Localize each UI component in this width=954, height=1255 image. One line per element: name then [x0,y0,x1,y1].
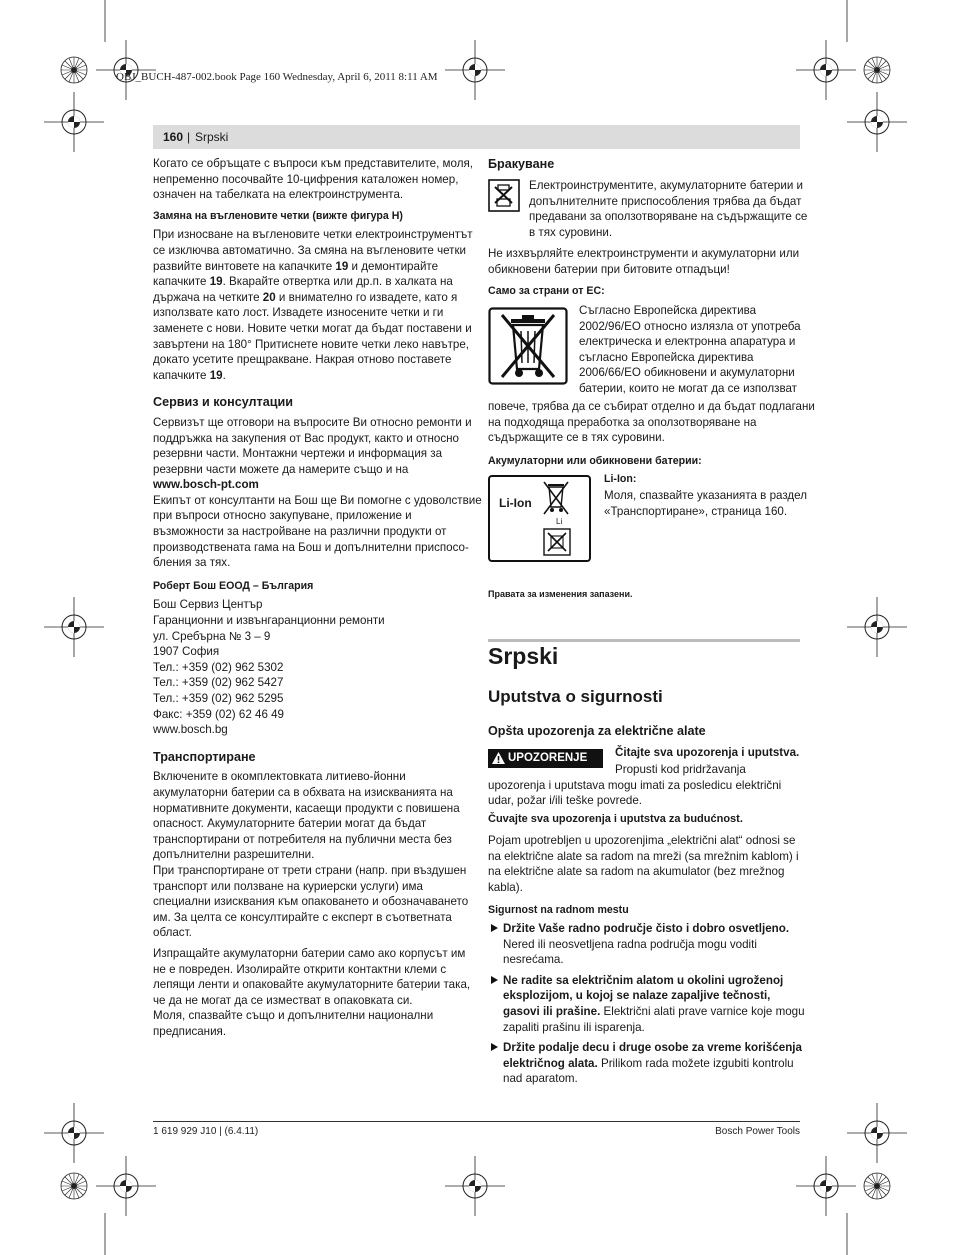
li-label: Li [556,517,563,526]
eu-text [488,399,815,446]
service-paragraph [153,415,482,571]
bullet-item [488,1040,805,1087]
text-line: не е повреден. Изолирайте открити контактни клеми с [153,962,447,976]
term-text [488,833,799,895]
general-heading: Opšta upozorenja za električne alate [488,724,706,738]
text-line: kabla). [488,880,523,894]
text-line: бления за тях. [153,556,231,570]
text-line: Съгласно Европейска директива [579,304,757,317]
disposal-icon-text [529,178,807,240]
address-block [153,597,468,737]
liion-text [604,488,807,519]
section-divider [488,639,800,642]
text-line: Моля, спазвайте също и допълнителни национални [153,1009,434,1023]
eu-icon-text [579,303,801,397]
text-line: Тел.: +359 (02) 962 5295 [153,692,284,705]
text-line: транспорт или ползване на куриерски услуги) има [153,879,423,893]
text-line: 1907 София [153,645,220,659]
text-line: развийте винтовете на капачките 19 и демонтирайте [153,259,439,273]
text-line: възможности за настройване на различни продукти от [153,525,447,539]
eu-heading: Само за страни от ЕС: [488,285,605,297]
company-heading: Роберт Бош ЕООД – България [153,579,314,592]
text-line: област. [153,926,192,940]
text-line: заменете с нови. Новите четки могат да бъдат поставени и [153,321,472,335]
bullet-triangle-icon [491,924,498,932]
workplace-heading: Sigurnost na radnom mestu [488,904,629,916]
text-line: Сервизът ще отговори на въпросите Ви относно ремонти и [153,415,472,429]
text-line: предавани за оползотворяване на съдържащите се [529,210,808,224]
text-line: Ne radite sa električnim alatom u okolini ugroženoj [503,973,784,987]
text-line: upozorenja i uputstava mogu imati za posledicu električni [488,778,782,792]
footer-rule [153,1121,800,1122]
text-line: в тях суровини. [529,225,613,239]
bullet-list [488,921,805,1087]
battery-symbols-box [488,475,591,562]
text-line: Тел.: +359 (02) 962 5427 [153,676,284,690]
text-line: Бош Сервиз Център [153,598,263,612]
text-line: Включените в окомплектовката литиево-йонни [153,770,406,784]
text-line: завъртени на 180° Притиснете новите четки леко навътре, [153,337,470,351]
text-line: 2006/66/ЕО обикновени и акумулаторни [579,366,795,380]
warning-bold-text: Čitajte sva upozorenja i uputstva. [615,746,800,759]
text-line: съгласно Европейска директива [579,350,754,364]
text-line: električnog alata. Prilikom rada možete izgubiti kontrolu [503,1056,794,1070]
service-heading: Сервиз и консултации [153,395,293,410]
text-line: капачките 19. [153,368,226,382]
header-separator: | [187,130,191,144]
text-line: Факс: +359 (02) 62 46 49 [153,707,285,721]
tool-recycling-icon [488,179,520,212]
disposal-heading: Бракуване [488,157,555,171]
text-line: се изключва автоматично. За смяна на въгленовите четки [153,243,467,257]
bullet-item [488,921,805,968]
text-line: акумулаторни батерии са в обхвата на изискванията на [153,785,453,799]
text-line: допълнителни разрешителни. [153,848,315,862]
bullet-triangle-icon [491,1043,498,1051]
text-line: повече, трябва да се събират отделно и да бъдат подлагани [488,400,815,413]
liion-label: Li-Ion [499,496,532,510]
page-number: 160 [163,130,184,144]
text-line: Držite podalje decu i druge osobe za vreme korišćenja [503,1041,802,1055]
text-line: лепящи ленти и опаковайте акумулаторните батерии така, [153,978,471,992]
text-line: капачките 19. Вкарайте отвертка или др.п. в халката на [153,275,453,289]
intro-paragraph [153,156,473,203]
battery-recycling-icon [543,528,571,556]
text-line: непременно посочвайте 10-цифрения каталожен номер, [153,172,459,186]
text-line: че да не могат да се изместват в опаковката си. [153,993,413,1007]
transport-heading: Транспортиране [153,749,256,764]
text-line: резервни части. Монтажни чертежи и информация за [153,447,443,461]
text-line: производствената гама на Бош и допълнителни приспосо- [153,540,469,554]
text-line: нормативните документи, касаещи продукти с повишена [153,801,460,815]
transport-paragraph-2 [153,946,471,1040]
text-line: поддръжка на закупения от Вас продукт, както и относно [153,431,459,445]
crossed-bin-battery-icon [540,479,572,517]
print-header: OBJ_BUCH-487-002.book Page 160 Wednesday, April 6, 2011 8:11 AM [116,71,438,83]
brushes-paragraph [153,227,473,383]
text-line: ул. Сребърна № 3 – 9 [153,629,271,643]
disposal-text [488,246,799,277]
text-line: udar, požar i/ili teške povrede. [488,794,643,808]
text-line: електрическа и електронна апаратура и [579,335,796,349]
text-line: на подходяща преработка за оползотворяване на [488,415,757,429]
text-line: «Транспортиране», страница 160. [604,504,788,518]
text-line: Тел.: +359 (02) 962 5302 [153,660,284,674]
text-line: Držite Vaše radno područje čisto i dobro osvetljeno. [503,922,790,935]
warning-text [488,762,781,809]
text-line: eksplozijom, u kojoj se nalaze zapaljive tečnosti, [503,989,771,1003]
warning-badge-label: UPOZORENJE [508,752,588,764]
text-line: gasovi ili prašine. Električni alati prave varnice koje mogu [503,1004,805,1018]
rights-reserved: Правата за изменения запазени. [488,589,633,599]
brushes-heading: Замяна на въгленовите четки (вижте фигура H) [153,209,403,222]
text-line: Изпращайте акумулаторни батерии само ако корпусът им [153,946,466,960]
website-link[interactable]: www.bosch.bg [153,723,228,737]
footer-right: Bosch Power Tools [715,1126,800,1137]
page-header [153,125,800,149]
text-line: батерии, които не могат да се използват [579,381,797,395]
text-line: опасност. Акумулаторните батерии могат да бъдат [153,817,427,831]
text-line: резервни части можете да намерите също и на [153,462,409,476]
footer-left: 1 619 929 J10 | (6.4.11) [153,1126,259,1137]
text-line: nesrećama. [503,953,564,967]
text-line: na električne alate sa radom na akumulator (bez mrežnog [488,865,785,879]
text-line: 2002/96/ЕО относно излязла от употреба [579,319,801,333]
text-line: държача на четките 20 и внимателно го извадете, като я [153,290,458,304]
text-line: Propusti kod pridržavanja [615,763,746,776]
text-line: специални изисквания към опаковането и обозначаването [153,895,469,909]
text-line: Гаранционни и извънгаранционни ремонти [153,614,385,628]
keep-notice: Čuvajte sva upozorenja i uputstva za budućnost. [488,813,743,825]
text-line: nad aparatom. [503,1072,578,1086]
text-line: означен на табелката на електроинструмента. [153,188,404,202]
text-line: съдържащите се в тях суровини. [488,431,665,445]
liion-heading: Li-Ion: [604,473,637,485]
text-line: При транспортиране от трети страни (напр. при въздушен [153,863,467,877]
text-line: докато усетите прещракване. Накрая отново поставете [153,353,452,367]
text-line: транспортирани от потребителя на публични места без [153,832,452,846]
text-line: обикновени батерии при битовите отпадъци! [488,262,730,276]
text-line: използвате като лост. Извадете износените четки и ги [153,306,444,320]
text-line: Pojam upotrebljen u upozorenjima „električni alat“ odnosi se [488,834,796,847]
text-line: Екипът от консултанти на Бош ще Ви помогне с удоволствие [153,493,482,507]
crossed-bin-icon [488,307,568,385]
text-line: na električne alate sa radom na mreži (sa mrežnim kablom) i [488,849,799,863]
transport-paragraph [153,769,468,941]
left-column [153,156,482,1039]
text-line: им. За целта се консултирайте с експерт в съответната [153,910,452,924]
text-line: zapaliti prašinu ili isparenja. [503,1020,645,1034]
safety-title: Uputstva o sigurnosti [488,687,663,706]
bullet-item [488,973,805,1035]
srpski-title: Srpski [488,643,559,669]
bullet-triangle-icon [491,976,498,984]
header-language: Srpski [195,130,229,144]
text-line: при въпроси относно закупуване, приложение и [153,509,412,523]
website-link[interactable]: www.bosch-pt.com [153,478,259,492]
text-line: Не изхвърляйте електроинструменти и акумулаторни или [488,247,800,260]
batteries-heading: Акумулаторни или обикновени батерии: [488,455,702,467]
text-line: Когато се обръщате с въпроси към представителите, моля, [153,157,473,170]
text-line: При износване на въгленовите четки електроинструментът [153,228,473,242]
text-line: предписания. [153,1024,227,1038]
text-line: допълнителните приспособления трябва да бъдат [529,194,802,208]
text-line: Nered ili neosvetljena radna područja mogu voditi [503,937,757,951]
text-line: Електроинструментите, акумулаторните батерии и [529,179,804,192]
text-line: Моля, спазвайте указанията в раздел [604,489,807,502]
